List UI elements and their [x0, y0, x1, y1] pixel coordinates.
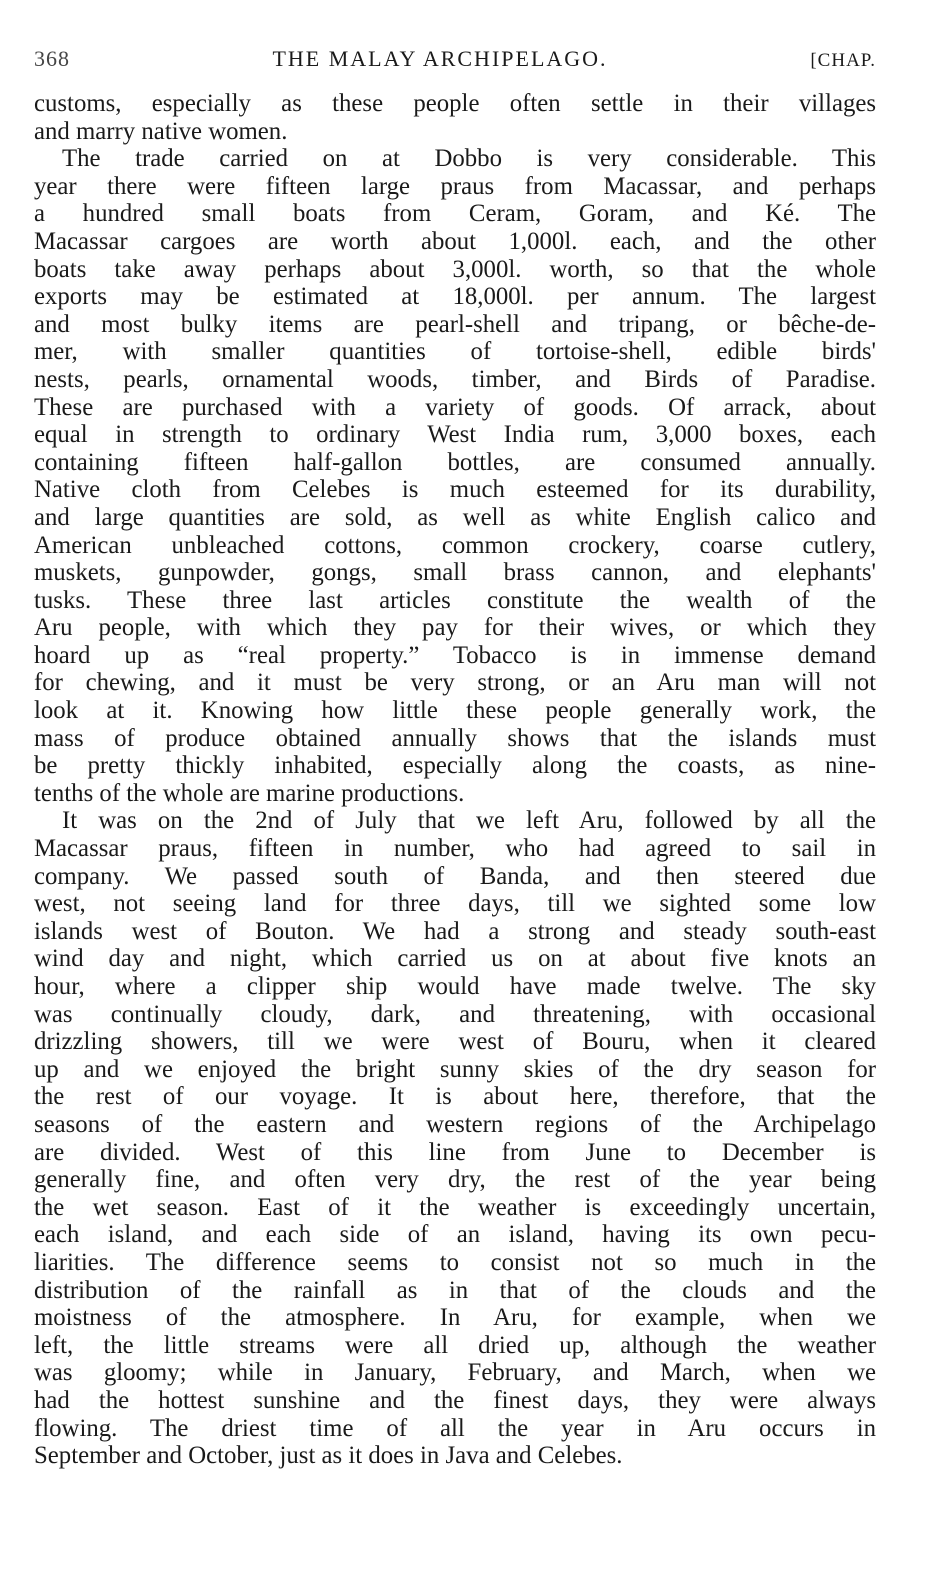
- text-line: hour, where a clipper ship would have made twelve. The sky: [34, 973, 876, 1000]
- text-line: wind day and night, which carried us on at about five knots an: [34, 945, 876, 973]
- text-line: It was on the 2nd of July that we left Aru, followed by all the: [62, 807, 876, 835]
- text-line: These are purchased with a variety of goods. Of arrack, about: [34, 393, 876, 421]
- text-line: liarities. The difference seems to consist not so much in the: [34, 1248, 876, 1276]
- text-line: up and we enjoyed the bright sunny skies of the dry season for: [34, 1055, 876, 1083]
- paragraph: [34, 90, 876, 145]
- text-line: be pretty thickly inhabited, especially along the coasts, as nine-: [34, 752, 876, 780]
- text-line: Macassar cargoes are worth about 1,000l. each, and the other: [34, 227, 876, 255]
- text-line: for chewing, and it must be very strong, or an Aru man will not: [34, 669, 876, 697]
- text-line: American unbleached cottons, common crockery, coarse cutlery,: [34, 531, 876, 559]
- text-line: containing fifteen half-gallon bottles, are consumed annually.: [34, 448, 876, 476]
- text-line: was gloomy; while in January, February, and March, when we: [34, 1359, 876, 1387]
- text-line: each island, and each side of an island, having its own pecu-: [34, 1221, 876, 1249]
- text-line: left, the little streams were all dried up, although the weather: [34, 1331, 876, 1359]
- text-line: moistness of the atmosphere. In Aru, for example, when we: [34, 1304, 876, 1332]
- book-page: [34, 46, 876, 1470]
- text-line: tenths of the whole are marine productions.: [34, 779, 465, 807]
- text-line: drizzling showers, till we were west of Bouru, when it cleared: [34, 1028, 876, 1056]
- text-line: The trade carried on at Dobbo is very considerable. This: [62, 145, 876, 173]
- paragraph: [34, 807, 876, 1469]
- running-head: [34, 46, 876, 72]
- text-line: the wet season. East of it the weather is exceedingly uncertain,: [34, 1193, 876, 1221]
- text-line: and marry native women.: [34, 117, 288, 145]
- text-line: mass of produce obtained annually shows that the islands must: [34, 724, 876, 752]
- text-line: generally fine, and often very dry, the rest of the year being: [34, 1166, 876, 1194]
- text-line: September and October, just as it does in Java and Celebes.: [34, 1442, 623, 1470]
- text-line: distribution of the rainfall as in that of the clouds and the: [34, 1276, 876, 1304]
- text-line: muskets, gunpowder, gongs, small brass cannon, and elephants': [34, 559, 876, 587]
- text-line: the rest of our voyage. It is about here, therefore, that the: [34, 1083, 876, 1111]
- text-line: and most bulky items are pearl-shell and tripang, or bêche-de-: [34, 310, 876, 338]
- text-line: equal in strength to ordinary West India rum, 3,000 boxes, each: [34, 421, 876, 449]
- text-line: flowing. The driest time of all the year in Aru occurs in: [34, 1414, 876, 1442]
- text-line: tusks. These three last articles constitute the wealth of the: [34, 586, 876, 614]
- text-line: west, not seeing land for three days, till we sighted some low: [34, 890, 876, 918]
- text-line: boats take away perhaps about 3,000l. worth, so that the whole: [34, 255, 876, 283]
- body-text: [34, 90, 876, 1470]
- text-line: had the hottest sunshine and the finest days, they were always: [34, 1386, 876, 1414]
- text-line: a hundred small boats from Ceram, Goram, and Ké. The: [34, 200, 876, 228]
- text-line: Aru people, with which they pay for their wives, or which they: [34, 614, 876, 642]
- text-line: Native cloth from Celebes is much esteemed for its durability,: [34, 476, 876, 504]
- text-line: company. We passed south of Banda, and then steered due: [34, 862, 876, 890]
- text-line: customs, especially as these people often settle in their villages: [34, 90, 876, 117]
- paragraph: [34, 145, 876, 807]
- text-line: nests, pearls, ornamental woods, timber, and Birds of Paradise.: [34, 365, 876, 393]
- text-line: hoard up as “real property.” Tobacco is in immense demand: [34, 641, 876, 669]
- text-line: are divided. West of this line from June to December is: [34, 1138, 876, 1166]
- text-line: and large quantities are sold, as well as white English calico and: [34, 503, 876, 531]
- text-line: exports may be estimated at 18,000l. per annum. The largest: [34, 283, 876, 311]
- text-line: Macassar praus, fifteen in number, who had agreed to sail in: [34, 835, 876, 863]
- text-line: mer, with smaller quantities of tortoise-shell, edible birds': [34, 338, 876, 366]
- page-number: 368: [34, 46, 70, 71]
- text-line: look at it. Knowing how little these people generally work, the: [34, 697, 876, 725]
- text-line: was continually cloudy, dark, and threatening, with occasional: [34, 1000, 876, 1028]
- text-line: seasons of the eastern and western regions of the Archipelago: [34, 1110, 876, 1138]
- text-line: islands west of Bouton. We had a strong and steady south-east: [34, 917, 876, 945]
- text-line: year there were fifteen large praus from Macassar, and perhaps: [34, 172, 876, 200]
- chapter-mark: [CHAP.: [810, 50, 876, 71]
- running-title: THE MALAY ARCHIPELAGO.: [272, 46, 608, 71]
